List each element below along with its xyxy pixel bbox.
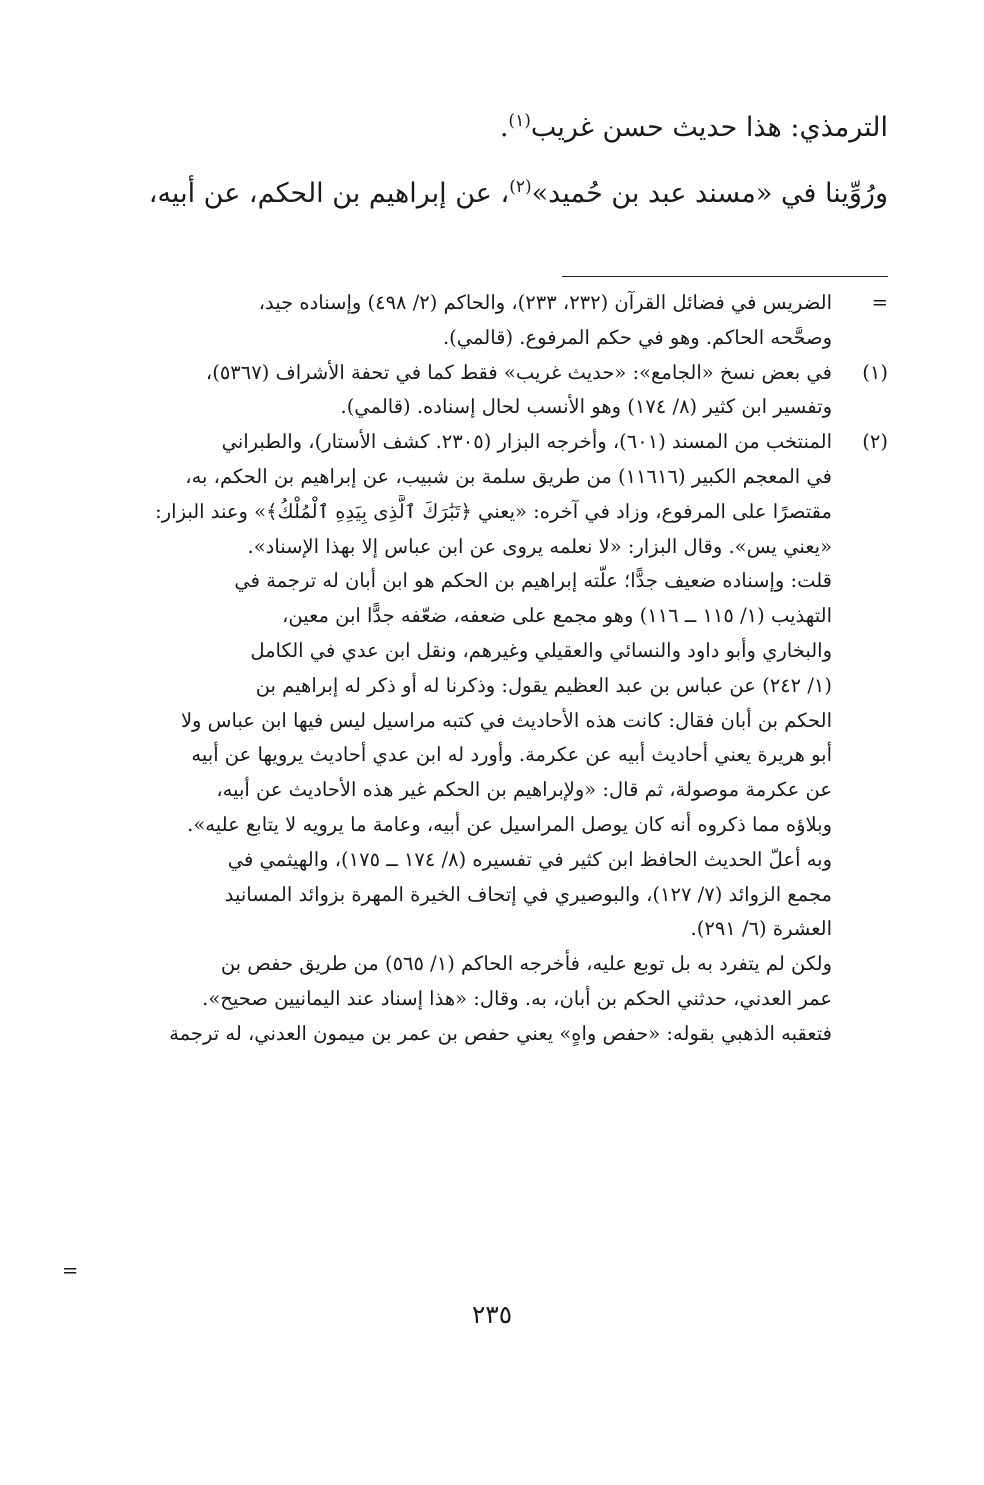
main-line-1-text: الترمذي: هذا حديث حسن غريب bbox=[530, 112, 888, 143]
main-line-2-text-b: ، عن إبراهيم بن الحكم، عن أبيه، bbox=[148, 178, 510, 209]
footnote-continuation bbox=[95, 286, 888, 356]
footnote-ref-1: (١) bbox=[508, 111, 531, 131]
main-line-2-text-a: ورُوِّينا في «مسند عبد بن حُميد» bbox=[531, 178, 888, 209]
footnote-line: وبلاؤه مما ذكروه أنه كان يوصل المراسيل عن أبيه، وعامة ما يرويه لا يتابع عليه». bbox=[187, 812, 832, 836]
footnote-line: المنتخب من المسند (٦٠١)، وأخرجه البزار (٢٣٠٥. كشف الأستار)، والطبراني bbox=[221, 430, 832, 454]
footnote-line: الضريس في فضائل القرآن (٢٣٢، ٢٣٣)، والحاكم (٢/ ٤٩٨) وإسناده جيد، bbox=[258, 291, 832, 314]
footnote-line: وصحَّحه الحاكم. وهو في حكم المرفوع. (قالمي). bbox=[442, 325, 832, 349]
footnote-2-body bbox=[95, 425, 832, 1051]
footnote-line: عمر العدني، حدثني الحكم بن أبان، به. وقال: «هذا إسناد عند اليمانيين صحيح». bbox=[202, 986, 832, 1010]
footnote-continuation-body bbox=[95, 286, 832, 356]
main-line-2 bbox=[95, 161, 888, 227]
footnote-1-body bbox=[95, 356, 832, 426]
footnote-line: مقتصرًا على المرفوع، وزاد في آخره: «يعني ﴿تَبَٰرَكَ ٱلَّذِى بِيَدِهِ ٱلْمُلْكُ﴾» وعند البزار: bbox=[155, 499, 832, 523]
footnote-line: وتفسير ابن كثير (٨/ ١٧٤) وهو الأنسب لحال إسناده. (قالمي). bbox=[340, 395, 832, 419]
footnote-line: فتعقبه الذهبي بقوله: «حفص واهٍ» يعني حفص بن عمر بن ميمون العدني، له ترجمة bbox=[169, 1021, 832, 1045]
main-text bbox=[95, 95, 888, 227]
footnote-1 bbox=[95, 356, 888, 426]
footnote-2-marker: (٢) bbox=[862, 430, 888, 454]
main-line-1 bbox=[95, 95, 888, 161]
footnote-line: وبه أعلّ الحديث الحافظ ابن كثير في تفسيره (٨/ ١٧٤ ــ ١٧٥)، والهيثمي في bbox=[227, 847, 832, 871]
footnote-line: عن عكرمة موصولة، ثم قال: «ولإبراهيم بن الحكم غير هذه الأحاديث عن أبيه، bbox=[216, 778, 832, 802]
footnote-line: التهذيب (١/ ١١٥ ــ ١١٦) وهو مجمع على ضعفه، ضعّفه جدًّا ابن معين، bbox=[282, 604, 832, 628]
footnote-line: قلت: وإسناده ضعيف جدًّا؛ علّته إبراهيم بن الحكم هو ابن أبان له ترجمة في bbox=[234, 569, 832, 593]
footnote-line: ولكن لم يتفرد به بل توبع عليه، فأخرجه الحاكم (١/ ٥٦٥) من طريق حفص بن bbox=[220, 952, 832, 976]
footnote-2 bbox=[95, 425, 888, 1051]
footnote-line: في بعض نسخ «الجامع»: «حديث غريب» فقط كما في تحفة الأشراف (٥٣٦٧)، bbox=[205, 360, 832, 384]
footnotes bbox=[95, 286, 888, 1052]
footnote-end-continuation-marker: = bbox=[62, 1259, 79, 1282]
footnote-separator bbox=[562, 276, 888, 277]
footnote-line: الحكم بن أبان فقال: كانت هذه الأحاديث في كتبه مراسيل ليس فيها ابن عباس ولا bbox=[180, 708, 832, 732]
footnote-line: (١/ ٢٤٢) عن عباس بن عبد العظيم يقول: وذكرنا له أو ذكر له إبراهيم بن bbox=[255, 673, 832, 697]
footnote-line: في المعجم الكبير (١١٦١٦) من طريق سلمة بن شبيب، عن إبراهيم بن الحكم، به، bbox=[185, 464, 832, 488]
footnote-ref-2: (٢) bbox=[509, 177, 532, 197]
main-line-1-end: . bbox=[499, 112, 509, 143]
footnote-line: العشرة (٦/ ٢٩١). bbox=[690, 917, 832, 941]
footnote-1-marker: (١) bbox=[862, 360, 888, 384]
footnote-line: والبخاري وأبو داود والنسائي والعقيلي وغيرهم، ونقل ابن عدي في الكامل bbox=[250, 638, 832, 662]
footnote-line: «يعني يس». وقال البزار: «لا نعلمه يروى عن ابن عباس إلا بهذا الإسناد». bbox=[247, 534, 832, 558]
footnote-line: مجمع الزوائد (٧/ ١٢٧)، والبوصيري في إتحاف الخيرة المهرة بزوائد المسانيد bbox=[224, 882, 832, 906]
footnote-line: أبو هريرة يعني أحاديث أبيه عن عكرمة. وأورد له ابن عدي أحاديث يرويها عن أبيه bbox=[191, 743, 832, 767]
page-number: ٢٣٥ bbox=[471, 1300, 513, 1329]
continuation-marker: = bbox=[871, 291, 888, 314]
